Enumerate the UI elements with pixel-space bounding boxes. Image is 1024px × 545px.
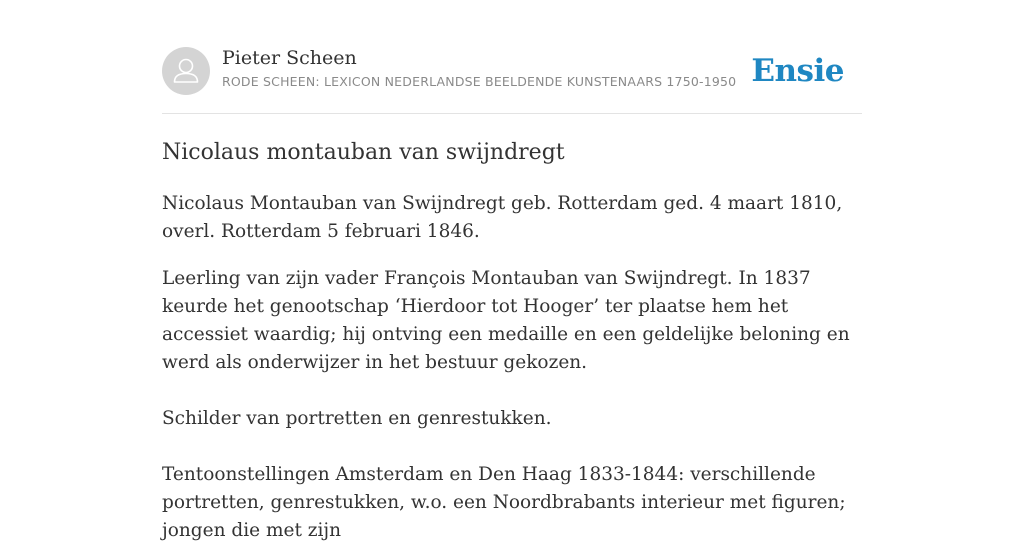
article-title: Nicolaus montauban van swijndregt — [162, 140, 565, 165]
article-intro: Nicolaus Montauban van Swijndregt geb. Rotterdam ged. 4 maart 1810, overl. Rotterdam 5 februari 1846. — [162, 193, 843, 242]
ensie-logo[interactable]: Ensie — [751, 53, 844, 89]
source-label[interactable]: RODE SCHEEN: LEXICON NEDERLANDSE BEELDENDE KUNSTENAARS 1750-1950 — [222, 74, 737, 89]
header-divider — [162, 113, 862, 114]
article-header — [162, 46, 862, 96]
article-body — [162, 190, 862, 545]
article-text: Leerling van zijn vader François Montauban van Swijndregt. In 1837 keurde het genootschap ‘Hierdoor tot Hooger’ ter plaatse hem het accessiet waardig; hij ontving een medaille en een geldelijke beloning en werd als onderwijzer in het bestuur gekozen. Schilder van portretten en genrestukken. Tentoonstellingen Amsterdam en Den Haag 1833-1844: verschillende portretten, genrestukken, w.o. een Noordbrabants interieur met figuren; jongen die met zijn — [162, 268, 850, 541]
author-avatar[interactable] — [162, 47, 210, 95]
author-name[interactable]: Pieter Scheen — [222, 47, 357, 69]
user-silhouette-icon — [162, 47, 210, 95]
